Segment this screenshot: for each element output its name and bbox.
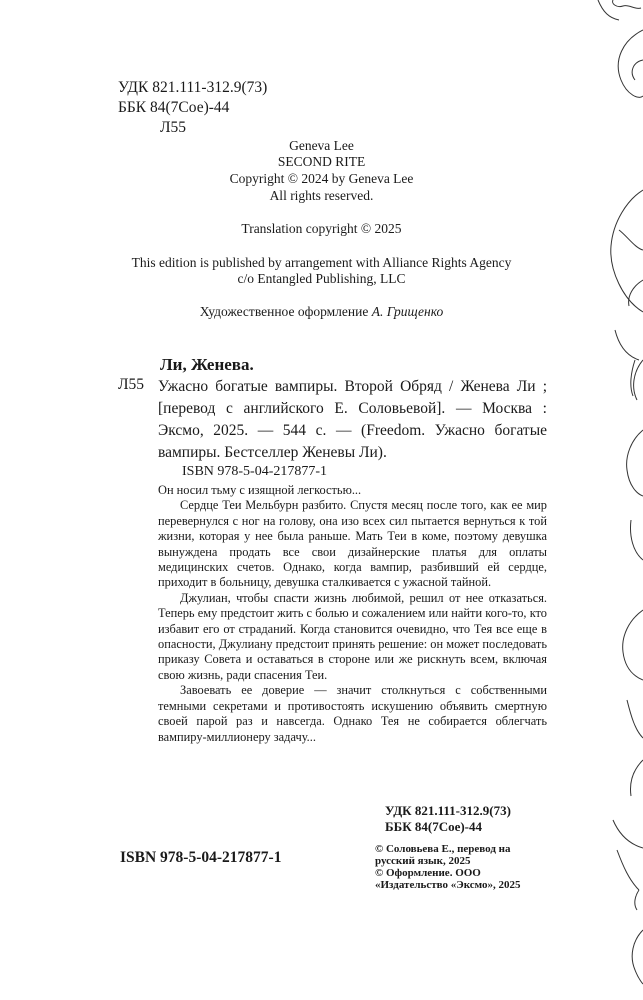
bbk-code: ББК 84(7Сое)-44 bbox=[118, 99, 230, 116]
footer-copyrights bbox=[375, 843, 553, 891]
author-code: Л55 bbox=[160, 119, 187, 136]
footer-codes bbox=[385, 803, 511, 835]
annotation-paragraph: Завоевать ее доверие — значит столкнуться с собственными темными секретами и противостоять искушению объявить смертную своей парой раз и навсегда. Однако Тея не собирается облегчать вампиру-миллионеру задачу... bbox=[158, 683, 547, 744]
rights-reserved: All rights reserved. bbox=[269, 188, 374, 203]
catalog-isbn: ISBN 978-5-04-217877-1 bbox=[182, 464, 328, 479]
annotation-paragraph: Он носил тьму с изящной легкостью... bbox=[158, 483, 362, 497]
edition-note-line1: This edition is published by arrangement with Alliance Rights Agency bbox=[131, 255, 512, 270]
catalog-description: Ужасно богатые вампиры. Второй Обряд / Женева Ли ; [перевод с английского Е. Соловьевой]. — Москва : Эксмо, 2025. — 544 с. — (Freedom. Ужасно богатые вампиры. Бестселлер Женевы Ли). bbox=[158, 378, 547, 461]
edition-note-line2: c/o Entangled Publishing, LLC bbox=[237, 271, 406, 286]
art-credit-name: А. Грищенко bbox=[371, 304, 444, 319]
design-copyright-notice: © Оформление. ООО «Издательство «Эксмо», 2025 bbox=[375, 867, 521, 891]
footer-udk: УДК 821.111-312.9(73) bbox=[385, 803, 511, 818]
annotation bbox=[158, 483, 547, 745]
art-credit bbox=[0, 303, 643, 320]
udk-code: УДК 821.111-312.9(73) bbox=[118, 79, 268, 96]
catalog-author-code: Л55 bbox=[118, 376, 145, 393]
translation-copyright: Translation copyright © 2025 bbox=[241, 221, 402, 236]
original-copyright: Copyright © 2024 by Geneva Lee bbox=[229, 171, 414, 186]
footer-bbk: ББК 84(7Сое)-44 bbox=[385, 819, 483, 834]
original-author: Geneva Lee bbox=[289, 138, 354, 153]
original-title: SECOND RITE bbox=[277, 154, 366, 169]
annotation-paragraph: Сердце Теи Мельбурн разбито. Спустя месяц после того, как ее мир перевернулся с ног на голову, она изо всех сил пытается вернуться к той жизни, которая у нее была раньше. Мать Теи в коме, поэтому девушка вынуждена продать все свои дизайнерские платья для оплаты медицинских счетов. Однако, когда вампир, разбивший ей сердце, приходит в больницу, девушка сталкивается с ужасной тайной. bbox=[158, 498, 547, 590]
art-credit-label: Художественное оформление bbox=[199, 304, 369, 319]
floral-line-art-icon bbox=[553, 0, 643, 1000]
footer-isbn: ISBN 978-5-04-217877-1 bbox=[120, 849, 282, 866]
annotation-paragraph: Джулиан, чтобы спасти жизнь любимой, решил от нее отказаться. Теперь ему предстоит жить с болью и сожалением или найти кого-то, кто избавит его от страданий. Когда становится очевидно, что Тея все еще в опасности, Джулиану предстоит принять решение: он может последовать приказу Совета и оставаться в стороне или же рискнуть всем, включая свою жизнь, ради спасения Теи. bbox=[158, 590, 547, 682]
translation-copyright-notice: © Соловьева Е., перевод на русский язык, 2025 bbox=[375, 843, 511, 867]
catalog-author: Ли, Женева. bbox=[160, 355, 254, 374]
